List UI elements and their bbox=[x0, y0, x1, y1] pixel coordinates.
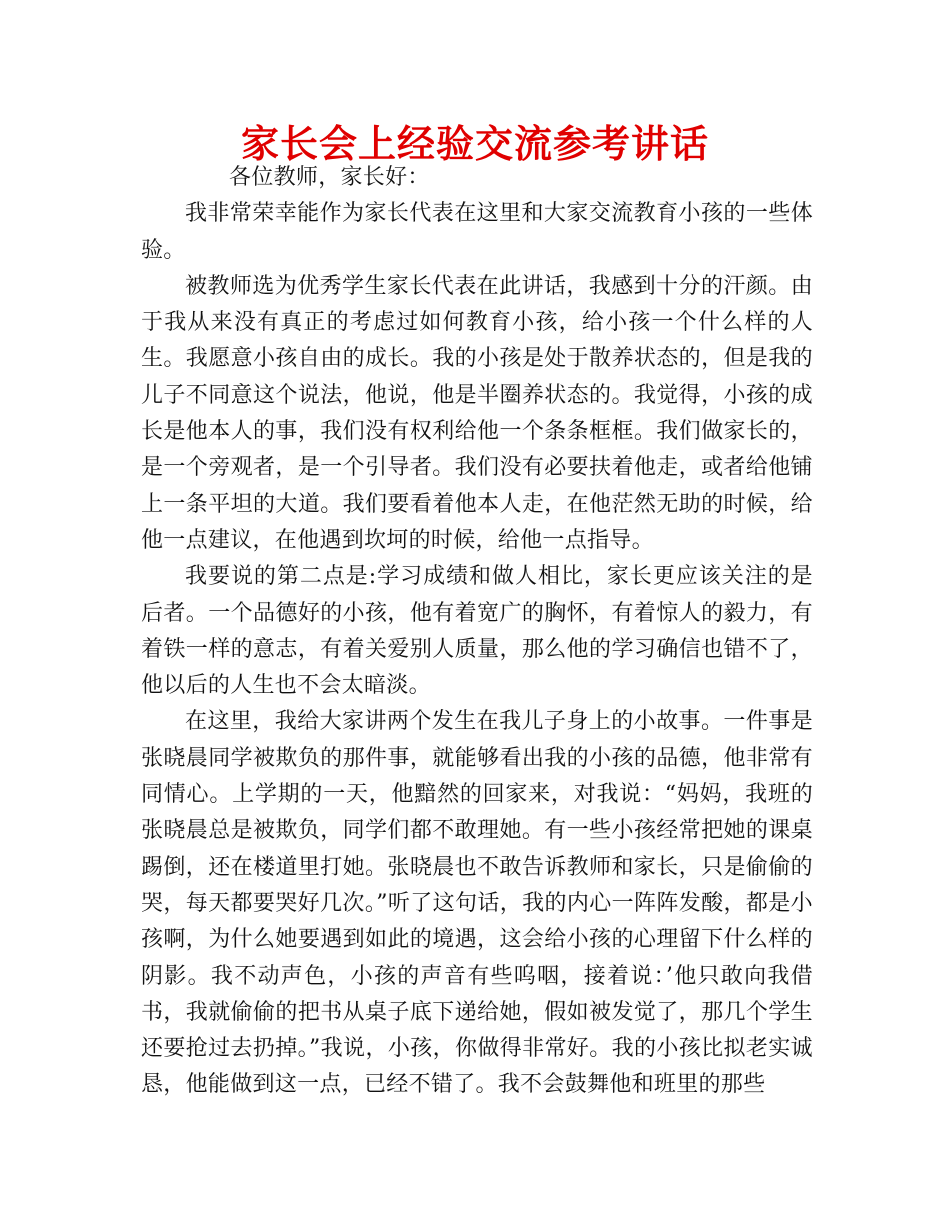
greeting-line: 各位教师，家长好： bbox=[229, 165, 430, 190]
paragraph-4: 在这里，我给大家讲两个发生在我儿子身上的小故事。一件事是张晓晨同学被欺负的那件事，就能够看出我的小孩的品德，他非常有同情心。上学期的一天，他黯然的回家来，对我说：“妈妈，我班的张晓晨总是被欺负，同学们都不敢理她。有一些小孩经常把她的课桌踢倒，还在楼道里打她。张晓晨也不敢告诉教师和家长，只是偷偷的哭，每天都要哭好几次。”听了这句话，我的内心一阵阵发酸，都是小孩啊，为什么她要遇到如此的境遇，这会给小孩的心理留下什么样的阴影。我不动声色，小孩的声音有些呜咽，接着说：’他只敢向我借书，我就偷偷的把书从桌子底下递给她，假如被发觉了，那几个学生还要抢过去扔掉。”我说，小孩，你做得非常好。我的小孩比拟老实诚恳，他能做到这一点，已经不错了。我不会鼓舞他和班里的那些 bbox=[141, 709, 813, 1098]
document-body bbox=[141, 160, 813, 1104]
paragraph-3: 我要说的第二点是:学习成绩和做人相比，家长更应该关注的是后者。一个品德好的小孩，他有着宽广的胸怀，有着惊人的毅力，有着铁一样的意志，有着关爱别人质量，那么他的学习确信也错不了，他以后的人生也不会太暗淡。 bbox=[141, 564, 813, 699]
document-title: 家长会上经验交流参考讲话 bbox=[240, 122, 709, 166]
paragraph-1: 我非常荣幸能作为家长代表在这里和大家交流教育小孩的一些体验。 bbox=[141, 201, 813, 263]
paragraph-2: 被教师选为优秀学生家长代表在此讲话，我感到十分的汗颜。由于我从来没有真正的考虑过如何教育小孩，给小孩一个什么样的人生。我愿意小孩自由的成长。我的小孩是处于散养状态的，但是我的儿子不同意这个说法，他说，他是半圈养状态的。我觉得，小孩的成长是他本人的事，我们没有权利给他一个条条框框。我们做家长的，是一个旁观者，是一个引导者。我们没有必要扶着他走，或者给他铺上一条平坦的大道。我们要看着他本人走，在他茫然无助的时候，给他一点建议，在他遇到坎坷的时候，给他一点指导。 bbox=[141, 273, 813, 553]
